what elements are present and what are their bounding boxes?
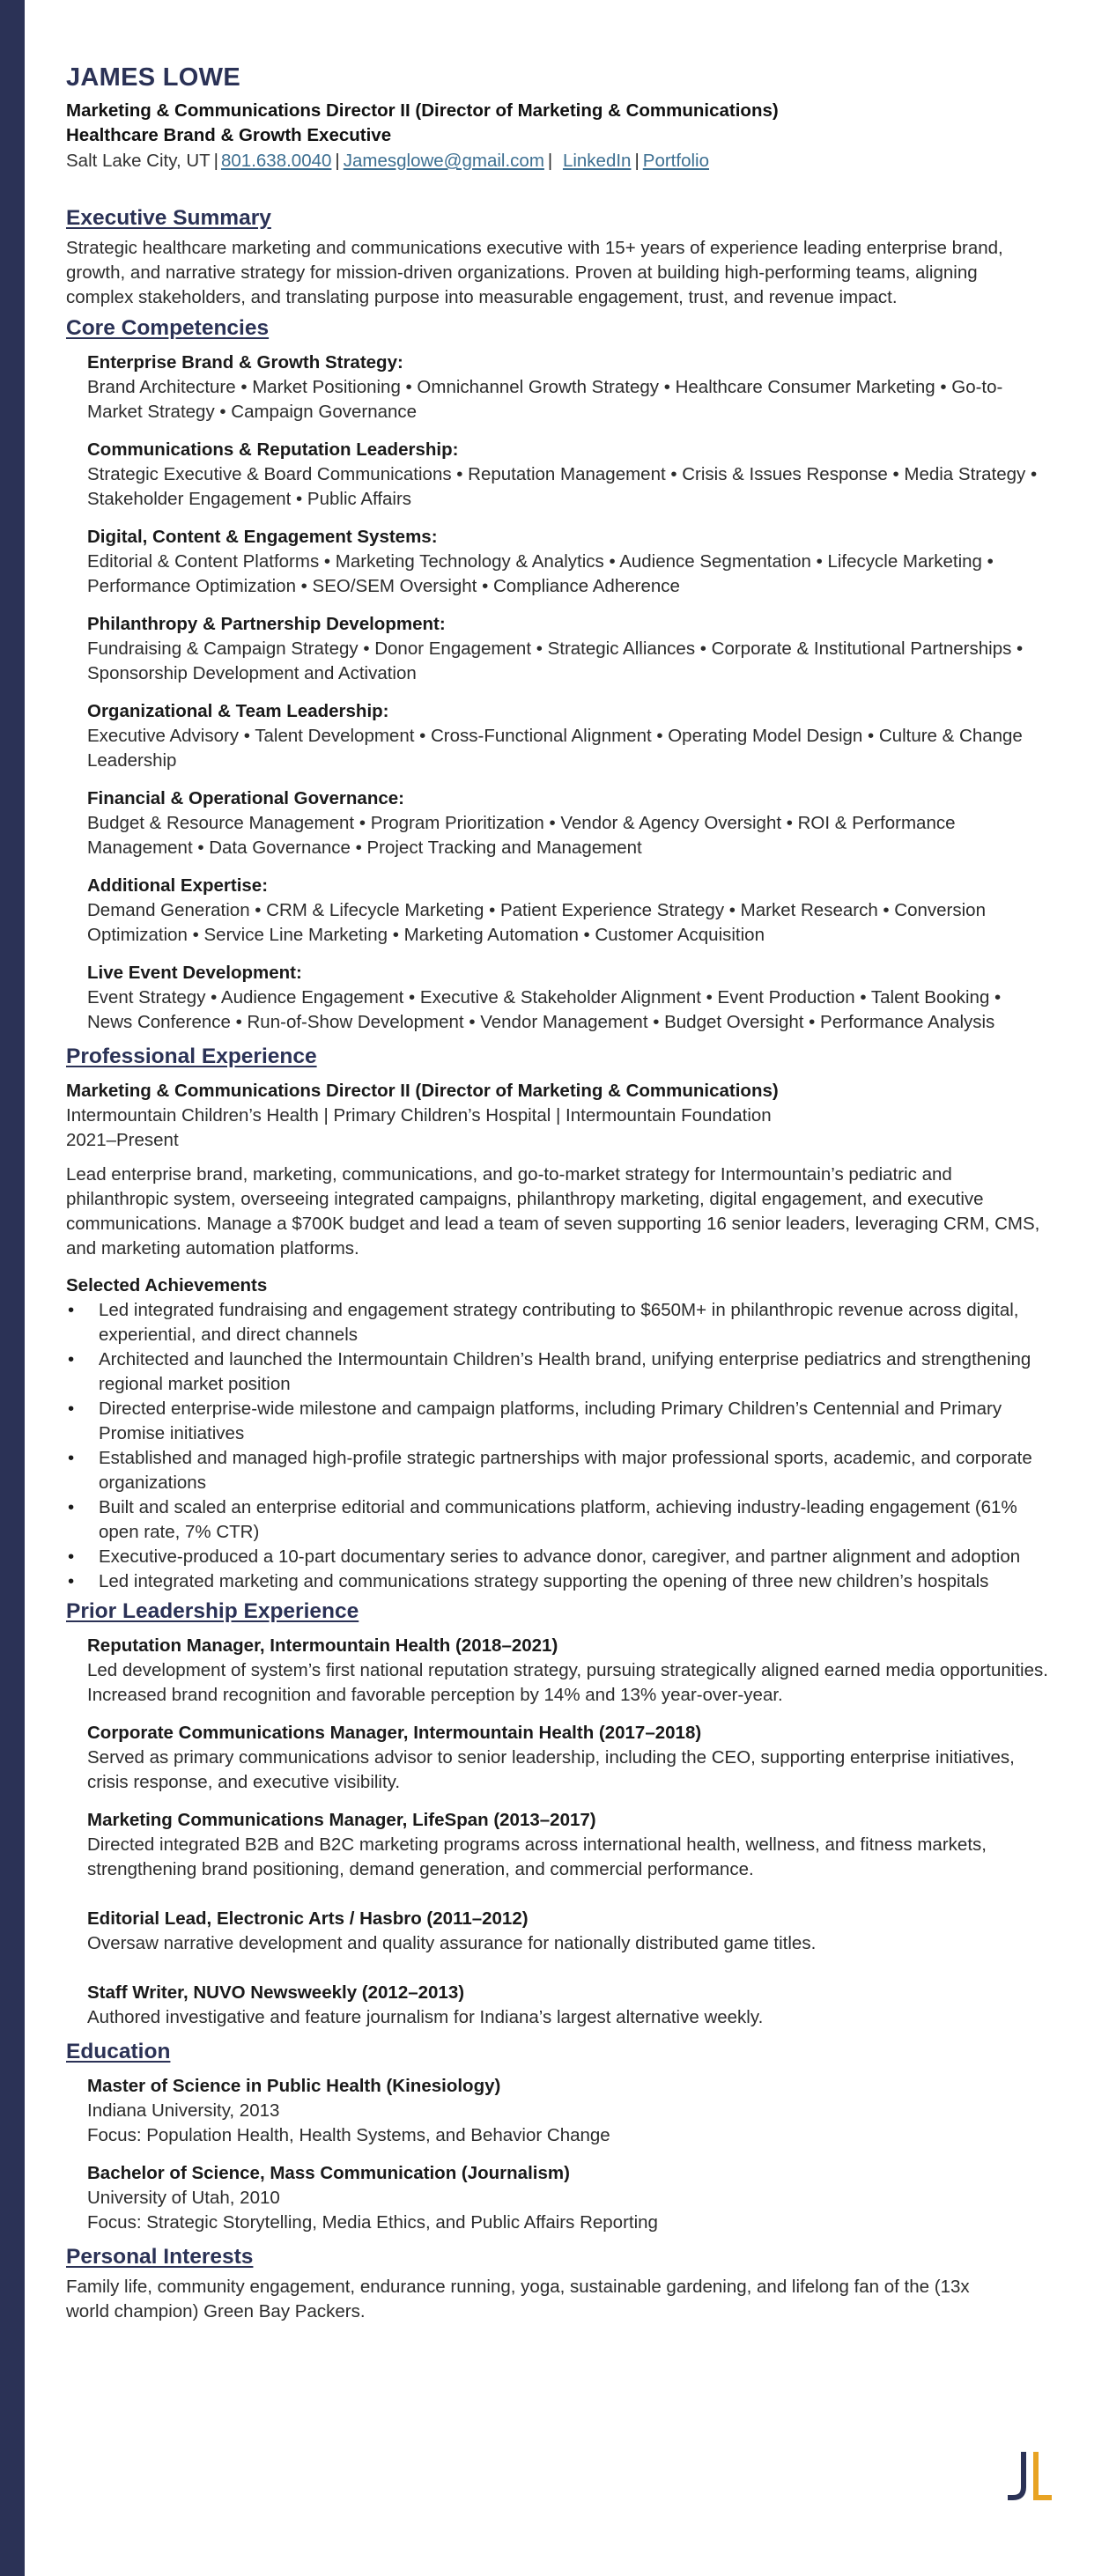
section-heading-prior: Prior Leadership Experience <box>66 1599 359 1623</box>
achievement-item: • Executive-produced a 10-part documentary series to advance donor, caregiver, and partner alignment and adoption <box>66 1545 1048 1569</box>
section-heading-interests: Personal Interests <box>66 2245 254 2269</box>
linkedin-link[interactable]: LinkedIn <box>562 151 632 171</box>
competency-title: Enterprise Brand & Growth Strategy: <box>87 352 403 373</box>
email-link[interactable]: Jamesglowe@gmail.com <box>343 151 544 171</box>
competency-title: Philanthropy & Partnership Development: <box>87 614 446 634</box>
competency-title: Live Event Development: <box>87 963 302 983</box>
competency-text: Demand Generation • CRM & Lifecycle Marketing • Patient Experience Strategy • Market Research • Conversion Optimization • Service Line Marketing • Marketing Automation • Customer Acquisition <box>87 900 986 945</box>
prior-role <box>87 1634 1048 1708</box>
degree-title: Bachelor of Science, Mass Communication (Journalism) <box>87 2163 570 2183</box>
competency-text: Strategic Executive & Board Communications • Reputation Management • Crisis & Issues Response • Media Strategy • Stakeholder Engagement • Public Affairs <box>87 464 1038 509</box>
competency-item <box>87 961 1048 1035</box>
competency-item <box>87 612 1048 686</box>
portfolio-link[interactable]: Portfolio <box>642 151 709 171</box>
headline-title: Marketing & Communications Director II (Director of Marketing & Communications) <box>66 100 779 121</box>
degree-title: Master of Science in Public Health (Kinesiology) <box>87 2076 501 2096</box>
phone-link[interactable]: 801.638.0040 <box>221 151 332 171</box>
prior-role <box>87 1907 1048 1956</box>
prior-role-title: Corporate Communications Manager, Intermountain Health (2017–2018) <box>87 1723 702 1743</box>
competency-text: Executive Advisory • Talent Development • Cross-Functional Alignment • Operating Model Design • Culture & Change Leadership <box>87 726 1023 771</box>
sidebar-accent-bar <box>0 0 25 2576</box>
achievement-item: • Led integrated marketing and communications strategy supporting the opening of three new children’s hospitals <box>66 1569 1048 1594</box>
jl-monogram-logo <box>1008 2452 1052 2503</box>
interests-text: Family life, community engagement, endurance running, yoga, sustainable gardening, and lifelong fan of the (13x world champion) Green Bay Packers. <box>66 2277 970 2321</box>
competency-item <box>87 438 1048 512</box>
prior-role-title: Staff Writer, NUVO Newsweekly (2012–2013) <box>87 1982 465 2003</box>
prior-role-text: Directed integrated B2B and B2C marketing programs across international health, wellness, and fitness markets, strengthening brand positioning, demand generation, and commercial performance. <box>87 1834 987 1879</box>
competency-text: Brand Architecture • Market Positioning • Omnichannel Growth Strategy • Healthcare Consumer Marketing • Go-to-Market Strategy • Campaign Governance <box>87 377 1003 422</box>
summary-text: Strategic healthcare marketing and communications executive with 15+ years of experience leading enterprise brand, growth, and narrative strategy for mission-driven organizations. Proven at building high-performing teams, aligning complex stakeholders, and translating purpose into measurable engagement, trust, and revenue impact. <box>66 238 1003 307</box>
prior-role-title: Editorial Lead, Electronic Arts / Hasbro (2011–2012) <box>87 1908 529 1929</box>
contact-line: Salt Lake City, UT | 801.638.0040 | Jamesglowe@gmail.com | LinkedIn | Portfolio <box>66 151 709 171</box>
competency-text: Fundraising & Campaign Strategy • Donor Engagement • Strategic Alliances • Corporate & Institutional Partnerships • Sponsorship Development and Activation <box>87 638 1024 683</box>
current-role-title: Marketing & Communications Director II (Director of Marketing & Communications) <box>66 1081 779 1101</box>
competency-title: Organizational & Team Leadership: <box>87 701 389 721</box>
achievement-item: • Established and managed high-profile strategic partnerships with major professional sports, academic, and corporate organizations <box>66 1446 1048 1495</box>
prior-role-text: Led development of system’s first national reputation strategy, pursuing strategically aligned earned media opportunities. Increased brand recognition and favorable perception by 14% and 13% year-over-year. <box>87 1660 1048 1705</box>
degree-school: Indiana University, 2013 <box>87 2100 280 2121</box>
degree-item <box>87 2074 1048 2148</box>
competency-title: Communications & Reputation Leadership: <box>87 439 459 460</box>
resume-page <box>66 62 1048 2324</box>
logo-letter-l <box>1036 2454 1050 2498</box>
competency-text: Editorial & Content Platforms • Marketing Technology & Analytics • Audience Segmentation • Lifecycle Marketing • Performance Optimization • SEO/SEM Oversight • Compliance Adherence <box>87 551 994 596</box>
current-role-dates: 2021–Present <box>66 1130 179 1150</box>
prior-role-title: Reputation Manager, Intermountain Health (2018–2021) <box>87 1635 558 1656</box>
degree-school: University of Utah, 2010 <box>87 2188 280 2208</box>
section-heading-summary: Executive Summary <box>66 206 271 230</box>
current-role-org: Intermountain Children’s Health | Primary Children’s Hospital | Intermountain Foundation <box>66 1105 772 1126</box>
achievement-item: • Directed enterprise-wide milestone and campaign platforms, including Primary Children’s Centennial and Primary Promise initiatives <box>66 1397 1048 1446</box>
prior-role-title: Marketing Communications Manager, LifeSpan (2013–2017) <box>87 1810 596 1830</box>
achievement-item: • Led integrated fundraising and engagement strategy contributing to $650M+ in philanthropic revenue across digital, experiential, and direct channels <box>66 1298 1048 1347</box>
competency-item <box>87 351 1048 424</box>
competency-text: Event Strategy • Audience Engagement • Executive & Stakeholder Alignment • Event Production • Talent Booking • News Conference • Run-of-Show Development • Vendor Management • Budget Oversight • Performance Analysis <box>87 987 1002 1032</box>
competencies-list <box>66 351 1048 1035</box>
headline-subtitle: Healthcare Brand & Growth Executive <box>66 125 392 145</box>
competency-text: Budget & Resource Management • Program Prioritization • Vendor & Agency Oversight • ROI & Performance Management • Data Governance • Project Tracking and Management <box>87 813 956 858</box>
degree-focus: Focus: Population Health, Health Systems, and Behavior Change <box>87 2125 610 2145</box>
competency-item <box>87 699 1048 773</box>
achievements-heading: Selected Achievements <box>66 1275 268 1295</box>
prior-role-text: Served as primary communications advisor to senior leadership, including the CEO, supporting enterprise initiatives, crisis response, and executive visibility. <box>87 1747 1015 1792</box>
logo-letter-j <box>1009 2454 1024 2498</box>
location-text: Salt Lake City, UT <box>66 151 211 171</box>
competency-item <box>87 874 1048 948</box>
degree-focus: Focus: Strategic Storytelling, Media Ethics, and Public Affairs Reporting <box>87 2212 658 2233</box>
competency-item <box>87 786 1048 860</box>
competency-title: Additional Expertise: <box>87 875 269 896</box>
competency-item <box>87 525 1048 599</box>
achievement-item: • Built and scaled an enterprise editorial and communications platform, achieving industry-leading engagement (61% open rate, 7% CTR) <box>66 1495 1048 1545</box>
competency-title: Financial & Operational Governance: <box>87 788 404 808</box>
prior-role <box>87 1808 1048 1882</box>
section-heading-competencies: Core Competencies <box>66 316 270 340</box>
candidate-name: JAMES LOWE <box>66 63 240 92</box>
achievements-list <box>66 1298 1048 1594</box>
prior-role <box>87 1721 1048 1795</box>
competency-title: Digital, Content & Engagement Systems: <box>87 527 438 547</box>
prior-roles-list <box>66 1634 1048 2030</box>
section-heading-experience: Professional Experience <box>66 1044 317 1068</box>
degree-item <box>87 2161 1048 2235</box>
achievement-item: • Architected and launched the Intermountain Children’s Health brand, unifying enterprise pediatrics and strengthening regional market position <box>66 1347 1048 1397</box>
section-heading-education: Education <box>66 2040 171 2063</box>
prior-role-text: Authored investigative and feature journalism for Indiana’s largest alternative weekly. <box>87 2007 764 2027</box>
current-role-description: Lead enterprise brand, marketing, communications, and go-to-market strategy for Intermountain’s pediatric and philanthropic system, overseeing integrated campaigns, philanthropy marketing, digital engagement, and executive communications. Manage a $700K budget and lead a team of seven supporting 16 senior leaders, leveraging CRM, CMS, and marketing automation platforms. <box>66 1164 1040 1258</box>
prior-role-text: Oversaw narrative development and quality assurance for nationally distributed game titles. <box>87 1933 817 1953</box>
prior-role <box>87 1981 1048 2030</box>
education-list <box>66 2074 1048 2235</box>
